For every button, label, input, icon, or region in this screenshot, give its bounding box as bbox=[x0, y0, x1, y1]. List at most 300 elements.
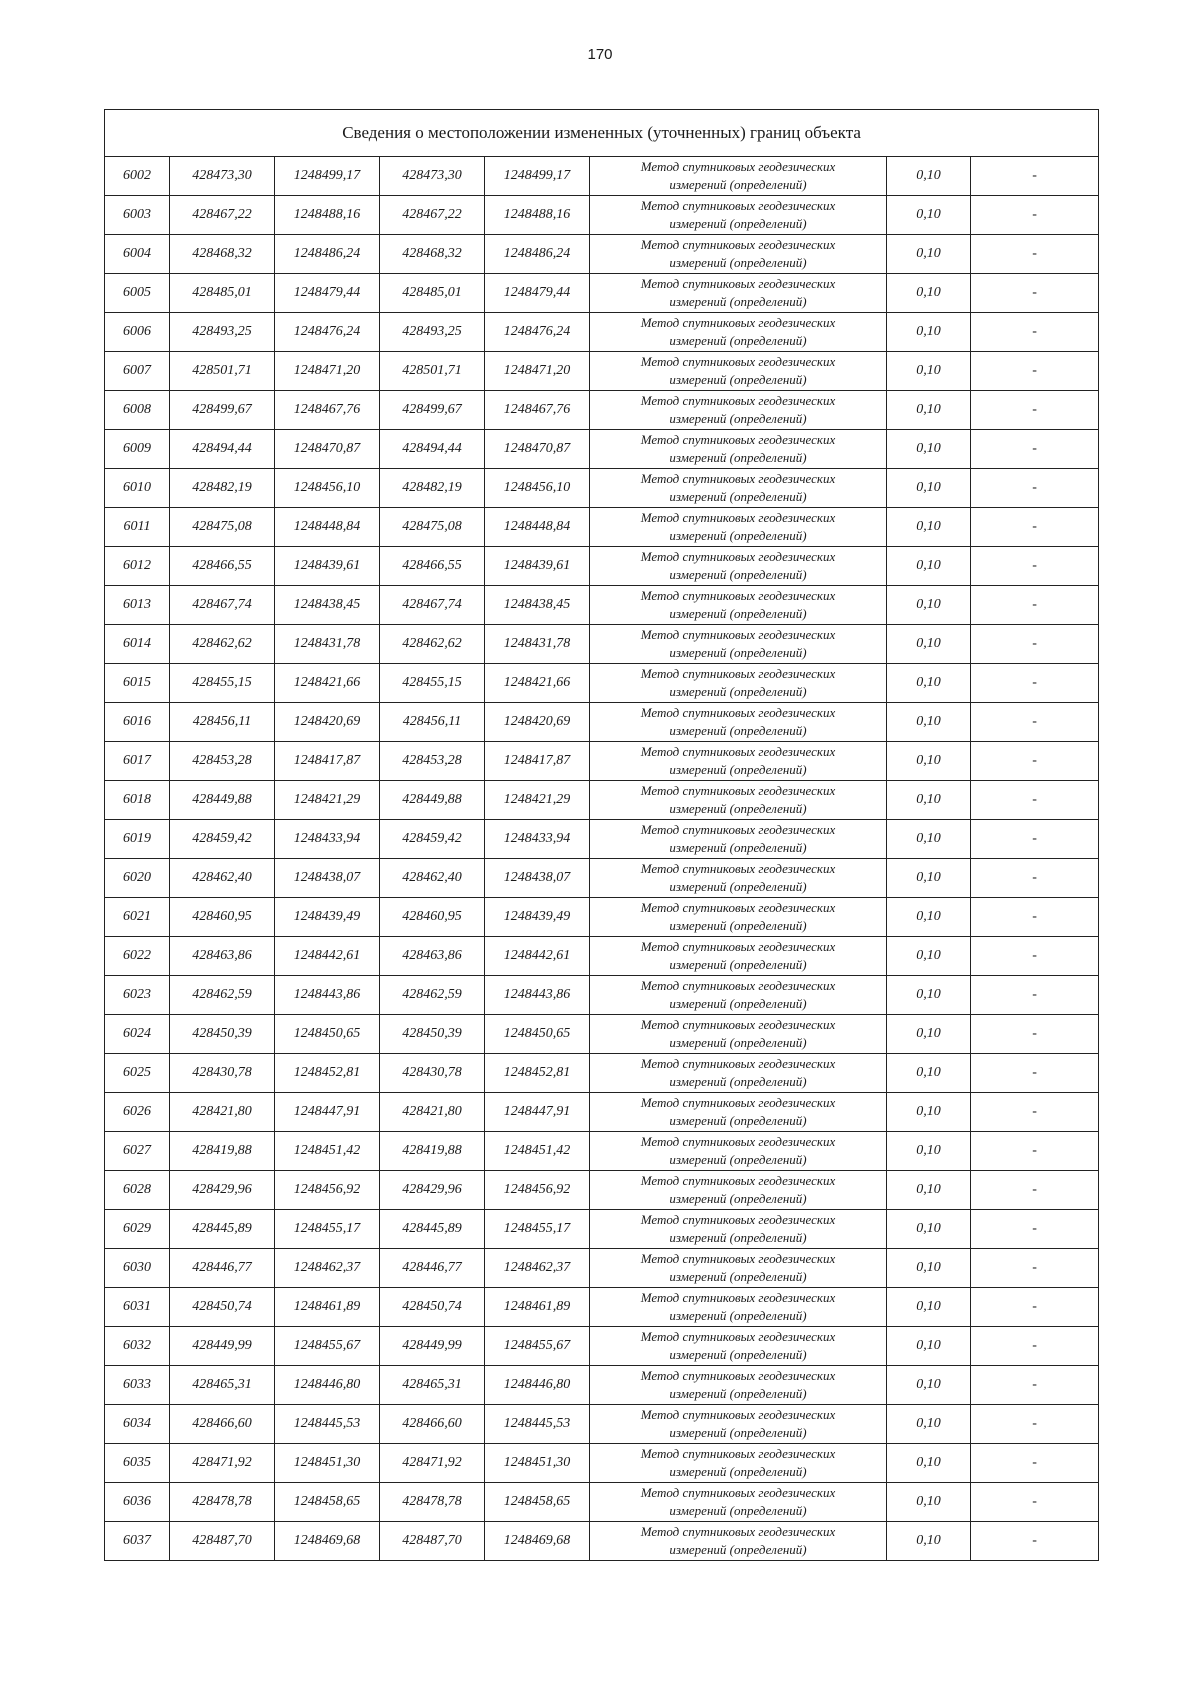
method-line-2: измерений (определений) bbox=[669, 801, 807, 816]
method-line-2: измерений (определений) bbox=[669, 1269, 807, 1284]
point-number-cell: 6036 bbox=[105, 1483, 170, 1522]
new-y-cell: 1248420,69 bbox=[485, 703, 590, 742]
method-line-2: измерений (определений) bbox=[669, 294, 807, 309]
new-y-cell: 1248421,66 bbox=[485, 664, 590, 703]
new-x-cell: 428450,74 bbox=[380, 1288, 485, 1327]
table-row bbox=[105, 469, 1099, 508]
new-y-cell: 1248451,30 bbox=[485, 1444, 590, 1483]
table-row bbox=[105, 235, 1099, 274]
method-line-2: измерений (определений) bbox=[669, 840, 807, 855]
new-y-cell: 1248443,86 bbox=[485, 976, 590, 1015]
new-y-cell: 1248448,84 bbox=[485, 508, 590, 547]
point-number-cell: 6018 bbox=[105, 781, 170, 820]
existing-x-cell: 428462,40 bbox=[170, 859, 275, 898]
note-cell: - bbox=[971, 1405, 1099, 1444]
method-line-2: измерений (определений) bbox=[669, 918, 807, 933]
method-line-2: измерений (определений) bbox=[669, 723, 807, 738]
method-cell bbox=[590, 1288, 887, 1327]
new-x-cell: 428499,67 bbox=[380, 391, 485, 430]
method-line-1: Метод спутниковых геодезических bbox=[640, 822, 836, 837]
new-y-cell: 1248451,42 bbox=[485, 1132, 590, 1171]
table-row bbox=[105, 1171, 1099, 1210]
note-cell: - bbox=[971, 469, 1099, 508]
method-line-1: Метод спутниковых геодезических bbox=[640, 1173, 836, 1188]
existing-x-cell: 428471,92 bbox=[170, 1444, 275, 1483]
existing-y-cell: 1248439,49 bbox=[275, 898, 380, 937]
table-row bbox=[105, 1444, 1099, 1483]
new-y-cell: 1248447,91 bbox=[485, 1093, 590, 1132]
method-cell bbox=[590, 1054, 887, 1093]
table-row bbox=[105, 157, 1099, 196]
table-row bbox=[105, 313, 1099, 352]
existing-y-cell: 1248467,76 bbox=[275, 391, 380, 430]
accuracy-cell: 0,10 bbox=[887, 274, 971, 313]
method-line-1: Метод спутниковых геодезических bbox=[640, 978, 836, 993]
method-line-1: Метод спутниковых геодезических bbox=[640, 705, 836, 720]
existing-y-cell: 1248470,87 bbox=[275, 430, 380, 469]
point-number-cell: 6016 bbox=[105, 703, 170, 742]
table-row bbox=[105, 1093, 1099, 1132]
table-row bbox=[105, 586, 1099, 625]
table-row bbox=[105, 430, 1099, 469]
accuracy-cell: 0,10 bbox=[887, 1171, 971, 1210]
method-line-1: Метод спутниковых геодезических bbox=[640, 1134, 836, 1149]
new-x-cell: 428446,77 bbox=[380, 1249, 485, 1288]
new-y-cell: 1248417,87 bbox=[485, 742, 590, 781]
point-number-cell: 6026 bbox=[105, 1093, 170, 1132]
new-y-cell: 1248461,89 bbox=[485, 1288, 590, 1327]
table-title: Сведения о местоположении измененных (уточненных) границ объекта bbox=[105, 110, 1099, 157]
new-x-cell: 428501,71 bbox=[380, 352, 485, 391]
table-row bbox=[105, 1405, 1099, 1444]
note-cell: - bbox=[971, 1054, 1099, 1093]
new-y-cell: 1248455,17 bbox=[485, 1210, 590, 1249]
new-x-cell: 428462,62 bbox=[380, 625, 485, 664]
table-row bbox=[105, 547, 1099, 586]
method-cell bbox=[590, 1483, 887, 1522]
method-cell bbox=[590, 313, 887, 352]
note-cell: - bbox=[971, 352, 1099, 391]
method-line-1: Метод спутниковых геодезических bbox=[640, 276, 836, 291]
existing-x-cell: 428446,77 bbox=[170, 1249, 275, 1288]
point-number-cell: 6028 bbox=[105, 1171, 170, 1210]
point-number-cell: 6024 bbox=[105, 1015, 170, 1054]
new-x-cell: 428449,88 bbox=[380, 781, 485, 820]
method-cell bbox=[590, 469, 887, 508]
point-number-cell: 6014 bbox=[105, 625, 170, 664]
method-line-2: измерений (определений) bbox=[669, 1152, 807, 1167]
table-body bbox=[105, 110, 1099, 1561]
new-x-cell: 428421,80 bbox=[380, 1093, 485, 1132]
existing-y-cell: 1248461,89 bbox=[275, 1288, 380, 1327]
new-y-cell: 1248438,07 bbox=[485, 859, 590, 898]
new-y-cell: 1248458,65 bbox=[485, 1483, 590, 1522]
method-line-1: Метод спутниковых геодезических bbox=[640, 627, 836, 642]
method-cell bbox=[590, 859, 887, 898]
accuracy-cell: 0,10 bbox=[887, 1093, 971, 1132]
note-cell: - bbox=[971, 508, 1099, 547]
existing-x-cell: 428462,62 bbox=[170, 625, 275, 664]
existing-x-cell: 428450,39 bbox=[170, 1015, 275, 1054]
new-x-cell: 428429,96 bbox=[380, 1171, 485, 1210]
table-row bbox=[105, 859, 1099, 898]
new-x-cell: 428478,78 bbox=[380, 1483, 485, 1522]
method-line-2: измерений (определений) bbox=[669, 1308, 807, 1323]
table-row bbox=[105, 625, 1099, 664]
existing-x-cell: 428487,70 bbox=[170, 1522, 275, 1561]
existing-y-cell: 1248442,61 bbox=[275, 937, 380, 976]
note-cell: - bbox=[971, 313, 1099, 352]
existing-y-cell: 1248455,17 bbox=[275, 1210, 380, 1249]
accuracy-cell: 0,10 bbox=[887, 625, 971, 664]
table-row bbox=[105, 1210, 1099, 1249]
method-line-2: измерений (определений) bbox=[669, 177, 807, 192]
method-line-2: измерений (определений) bbox=[669, 1464, 807, 1479]
method-line-1: Метод спутниковых геодезических bbox=[640, 237, 836, 252]
method-line-2: измерений (определений) bbox=[669, 684, 807, 699]
method-line-2: измерений (определений) bbox=[669, 1503, 807, 1518]
new-y-cell: 1248469,68 bbox=[485, 1522, 590, 1561]
method-line-1: Метод спутниковых геодезических bbox=[640, 1407, 836, 1422]
method-line-2: измерений (определений) bbox=[669, 333, 807, 348]
existing-y-cell: 1248450,65 bbox=[275, 1015, 380, 1054]
point-number-cell: 6032 bbox=[105, 1327, 170, 1366]
method-line-2: измерений (определений) bbox=[669, 255, 807, 270]
method-line-1: Метод спутниковых геодезических bbox=[640, 315, 836, 330]
accuracy-cell: 0,10 bbox=[887, 157, 971, 196]
new-y-cell: 1248471,20 bbox=[485, 352, 590, 391]
new-x-cell: 428471,92 bbox=[380, 1444, 485, 1483]
new-y-cell: 1248439,49 bbox=[485, 898, 590, 937]
existing-y-cell: 1248471,20 bbox=[275, 352, 380, 391]
existing-x-cell: 428462,59 bbox=[170, 976, 275, 1015]
method-cell bbox=[590, 1444, 887, 1483]
table-row bbox=[105, 898, 1099, 937]
new-y-cell: 1248499,17 bbox=[485, 157, 590, 196]
method-line-1: Метод спутниковых геодезических bbox=[640, 1095, 836, 1110]
method-cell bbox=[590, 1405, 887, 1444]
note-cell: - bbox=[971, 1444, 1099, 1483]
existing-y-cell: 1248451,42 bbox=[275, 1132, 380, 1171]
table-title-row bbox=[105, 110, 1099, 157]
note-cell: - bbox=[971, 1288, 1099, 1327]
method-cell bbox=[590, 781, 887, 820]
point-number-cell: 6017 bbox=[105, 742, 170, 781]
existing-x-cell: 428493,25 bbox=[170, 313, 275, 352]
accuracy-cell: 0,10 bbox=[887, 1444, 971, 1483]
existing-x-cell: 428429,96 bbox=[170, 1171, 275, 1210]
method-cell bbox=[590, 1093, 887, 1132]
existing-x-cell: 428450,74 bbox=[170, 1288, 275, 1327]
existing-y-cell: 1248452,81 bbox=[275, 1054, 380, 1093]
existing-y-cell: 1248488,16 bbox=[275, 196, 380, 235]
table-row bbox=[105, 508, 1099, 547]
method-cell bbox=[590, 1249, 887, 1288]
note-cell: - bbox=[971, 1093, 1099, 1132]
existing-y-cell: 1248458,65 bbox=[275, 1483, 380, 1522]
note-cell: - bbox=[971, 235, 1099, 274]
method-line-1: Метод спутниковых геодезических bbox=[640, 471, 836, 486]
new-y-cell: 1248455,67 bbox=[485, 1327, 590, 1366]
existing-x-cell: 428499,67 bbox=[170, 391, 275, 430]
existing-y-cell: 1248447,91 bbox=[275, 1093, 380, 1132]
note-cell: - bbox=[971, 1483, 1099, 1522]
method-line-2: измерений (определений) bbox=[669, 879, 807, 894]
existing-y-cell: 1248443,86 bbox=[275, 976, 380, 1015]
note-cell: - bbox=[971, 742, 1099, 781]
table-row bbox=[105, 742, 1099, 781]
method-line-1: Метод спутниковых геодезических bbox=[640, 1524, 836, 1539]
new-x-cell: 428467,22 bbox=[380, 196, 485, 235]
accuracy-cell: 0,10 bbox=[887, 937, 971, 976]
existing-x-cell: 428468,32 bbox=[170, 235, 275, 274]
point-number-cell: 6022 bbox=[105, 937, 170, 976]
accuracy-cell: 0,10 bbox=[887, 1366, 971, 1405]
point-number-cell: 6004 bbox=[105, 235, 170, 274]
method-cell bbox=[590, 703, 887, 742]
new-x-cell: 428466,55 bbox=[380, 547, 485, 586]
accuracy-cell: 0,10 bbox=[887, 313, 971, 352]
table-row bbox=[105, 274, 1099, 313]
accuracy-cell: 0,10 bbox=[887, 235, 971, 274]
note-cell: - bbox=[971, 898, 1099, 937]
existing-x-cell: 428482,19 bbox=[170, 469, 275, 508]
accuracy-cell: 0,10 bbox=[887, 1210, 971, 1249]
method-line-1: Метод спутниковых геодезических bbox=[640, 549, 836, 564]
new-x-cell: 428419,88 bbox=[380, 1132, 485, 1171]
new-y-cell: 1248486,24 bbox=[485, 235, 590, 274]
method-cell bbox=[590, 547, 887, 586]
existing-y-cell: 1248421,29 bbox=[275, 781, 380, 820]
accuracy-cell: 0,10 bbox=[887, 1015, 971, 1054]
existing-x-cell: 428460,95 bbox=[170, 898, 275, 937]
note-cell: - bbox=[971, 1210, 1099, 1249]
method-line-2: измерений (определений) bbox=[669, 996, 807, 1011]
new-x-cell: 428455,15 bbox=[380, 664, 485, 703]
table-row bbox=[105, 1015, 1099, 1054]
method-cell bbox=[590, 1171, 887, 1210]
point-number-cell: 6006 bbox=[105, 313, 170, 352]
new-x-cell: 428485,01 bbox=[380, 274, 485, 313]
note-cell: - bbox=[971, 391, 1099, 430]
existing-y-cell: 1248469,68 bbox=[275, 1522, 380, 1561]
existing-x-cell: 428501,71 bbox=[170, 352, 275, 391]
existing-x-cell: 428449,88 bbox=[170, 781, 275, 820]
existing-x-cell: 428463,86 bbox=[170, 937, 275, 976]
new-y-cell: 1248452,81 bbox=[485, 1054, 590, 1093]
method-line-2: измерений (определений) bbox=[669, 567, 807, 582]
new-x-cell: 428462,59 bbox=[380, 976, 485, 1015]
existing-x-cell: 428467,74 bbox=[170, 586, 275, 625]
point-number-cell: 6011 bbox=[105, 508, 170, 547]
new-x-cell: 428456,11 bbox=[380, 703, 485, 742]
method-cell bbox=[590, 625, 887, 664]
method-cell bbox=[590, 1132, 887, 1171]
note-cell: - bbox=[971, 1132, 1099, 1171]
new-x-cell: 428430,78 bbox=[380, 1054, 485, 1093]
accuracy-cell: 0,10 bbox=[887, 976, 971, 1015]
method-line-2: измерений (определений) bbox=[669, 957, 807, 972]
point-number-cell: 6012 bbox=[105, 547, 170, 586]
method-line-2: измерений (определений) bbox=[669, 372, 807, 387]
note-cell: - bbox=[971, 781, 1099, 820]
method-cell bbox=[590, 976, 887, 1015]
existing-x-cell: 428449,99 bbox=[170, 1327, 275, 1366]
method-line-1: Метод спутниковых геодезических bbox=[640, 1329, 836, 1344]
existing-x-cell: 428494,44 bbox=[170, 430, 275, 469]
point-number-cell: 6015 bbox=[105, 664, 170, 703]
point-number-cell: 6033 bbox=[105, 1366, 170, 1405]
new-y-cell: 1248476,24 bbox=[485, 313, 590, 352]
method-line-1: Метод спутниковых геодезических bbox=[640, 900, 836, 915]
existing-x-cell: 428467,22 bbox=[170, 196, 275, 235]
existing-x-cell: 428466,60 bbox=[170, 1405, 275, 1444]
existing-y-cell: 1248438,45 bbox=[275, 586, 380, 625]
new-x-cell: 428453,28 bbox=[380, 742, 485, 781]
method-line-1: Метод спутниковых геодезических bbox=[640, 432, 836, 447]
boundary-coordinates-table bbox=[104, 109, 1099, 1561]
method-line-2: измерений (определений) bbox=[669, 1035, 807, 1050]
accuracy-cell: 0,10 bbox=[887, 1054, 971, 1093]
point-number-cell: 6037 bbox=[105, 1522, 170, 1561]
new-y-cell: 1248439,61 bbox=[485, 547, 590, 586]
note-cell: - bbox=[971, 1366, 1099, 1405]
table-row bbox=[105, 1288, 1099, 1327]
accuracy-cell: 0,10 bbox=[887, 352, 971, 391]
point-number-cell: 6025 bbox=[105, 1054, 170, 1093]
method-line-1: Метод спутниковых геодезических bbox=[640, 159, 836, 174]
table-row bbox=[105, 976, 1099, 1015]
method-line-1: Метод спутниковых геодезических bbox=[640, 198, 836, 213]
new-y-cell: 1248470,87 bbox=[485, 430, 590, 469]
note-cell: - bbox=[971, 703, 1099, 742]
new-x-cell: 428459,42 bbox=[380, 820, 485, 859]
new-x-cell: 428475,08 bbox=[380, 508, 485, 547]
accuracy-cell: 0,10 bbox=[887, 781, 971, 820]
existing-y-cell: 1248420,69 bbox=[275, 703, 380, 742]
method-cell bbox=[590, 391, 887, 430]
existing-y-cell: 1248421,66 bbox=[275, 664, 380, 703]
new-x-cell: 428473,30 bbox=[380, 157, 485, 196]
method-line-1: Метод спутниковых геодезических bbox=[640, 744, 836, 759]
accuracy-cell: 0,10 bbox=[887, 391, 971, 430]
point-number-cell: 6035 bbox=[105, 1444, 170, 1483]
method-line-1: Метод спутниковых геодезических bbox=[640, 1290, 836, 1305]
new-x-cell: 428466,60 bbox=[380, 1405, 485, 1444]
method-line-2: измерений (определений) bbox=[669, 1074, 807, 1089]
existing-y-cell: 1248479,44 bbox=[275, 274, 380, 313]
accuracy-cell: 0,10 bbox=[887, 1483, 971, 1522]
method-line-1: Метод спутниковых геодезических bbox=[640, 1017, 836, 1032]
existing-y-cell: 1248476,24 bbox=[275, 313, 380, 352]
existing-y-cell: 1248439,61 bbox=[275, 547, 380, 586]
existing-x-cell: 428453,28 bbox=[170, 742, 275, 781]
method-cell bbox=[590, 352, 887, 391]
accuracy-cell: 0,10 bbox=[887, 703, 971, 742]
new-x-cell: 428465,31 bbox=[380, 1366, 485, 1405]
method-cell bbox=[590, 1522, 887, 1561]
table-row bbox=[105, 196, 1099, 235]
method-line-1: Метод спутниковых геодезических bbox=[640, 510, 836, 525]
method-cell bbox=[590, 196, 887, 235]
existing-y-cell: 1248456,10 bbox=[275, 469, 380, 508]
table-row bbox=[105, 703, 1099, 742]
existing-y-cell: 1248431,78 bbox=[275, 625, 380, 664]
accuracy-cell: 0,10 bbox=[887, 742, 971, 781]
new-y-cell: 1248488,16 bbox=[485, 196, 590, 235]
accuracy-cell: 0,10 bbox=[887, 196, 971, 235]
method-line-2: измерений (определений) bbox=[669, 1542, 807, 1557]
accuracy-cell: 0,10 bbox=[887, 1132, 971, 1171]
method-line-2: измерений (определений) bbox=[669, 411, 807, 426]
note-cell: - bbox=[971, 586, 1099, 625]
new-x-cell: 428463,86 bbox=[380, 937, 485, 976]
note-cell: - bbox=[971, 1249, 1099, 1288]
existing-y-cell: 1248462,37 bbox=[275, 1249, 380, 1288]
existing-y-cell: 1248499,17 bbox=[275, 157, 380, 196]
new-y-cell: 1248467,76 bbox=[485, 391, 590, 430]
new-x-cell: 428493,25 bbox=[380, 313, 485, 352]
method-line-2: измерений (определений) bbox=[669, 489, 807, 504]
existing-y-cell: 1248456,92 bbox=[275, 1171, 380, 1210]
method-line-1: Метод спутниковых геодезических bbox=[640, 1251, 836, 1266]
accuracy-cell: 0,10 bbox=[887, 547, 971, 586]
existing-y-cell: 1248446,80 bbox=[275, 1366, 380, 1405]
point-number-cell: 6021 bbox=[105, 898, 170, 937]
method-cell bbox=[590, 898, 887, 937]
note-cell: - bbox=[971, 664, 1099, 703]
point-number-cell: 6005 bbox=[105, 274, 170, 313]
method-cell bbox=[590, 1366, 887, 1405]
note-cell: - bbox=[971, 625, 1099, 664]
method-cell bbox=[590, 1015, 887, 1054]
new-y-cell: 1248456,10 bbox=[485, 469, 590, 508]
existing-x-cell: 428456,11 bbox=[170, 703, 275, 742]
accuracy-cell: 0,10 bbox=[887, 859, 971, 898]
note-cell: - bbox=[971, 1327, 1099, 1366]
accuracy-cell: 0,10 bbox=[887, 430, 971, 469]
existing-y-cell: 1248451,30 bbox=[275, 1444, 380, 1483]
method-line-2: измерений (определений) bbox=[669, 1347, 807, 1362]
table-row bbox=[105, 1522, 1099, 1561]
note-cell: - bbox=[971, 937, 1099, 976]
point-number-cell: 6034 bbox=[105, 1405, 170, 1444]
table-row bbox=[105, 937, 1099, 976]
point-number-cell: 6002 bbox=[105, 157, 170, 196]
method-line-1: Метод спутниковых геодезических bbox=[640, 588, 836, 603]
method-line-2: измерений (определений) bbox=[669, 216, 807, 231]
note-cell: - bbox=[971, 820, 1099, 859]
point-number-cell: 6019 bbox=[105, 820, 170, 859]
existing-y-cell: 1248445,53 bbox=[275, 1405, 380, 1444]
new-x-cell: 428468,32 bbox=[380, 235, 485, 274]
new-y-cell: 1248479,44 bbox=[485, 274, 590, 313]
new-y-cell: 1248456,92 bbox=[485, 1171, 590, 1210]
existing-y-cell: 1248455,67 bbox=[275, 1327, 380, 1366]
method-cell bbox=[590, 1327, 887, 1366]
accuracy-cell: 0,10 bbox=[887, 1522, 971, 1561]
new-x-cell: 428445,89 bbox=[380, 1210, 485, 1249]
point-number-cell: 6009 bbox=[105, 430, 170, 469]
existing-x-cell: 428485,01 bbox=[170, 274, 275, 313]
method-cell bbox=[590, 820, 887, 859]
point-number-cell: 6007 bbox=[105, 352, 170, 391]
table-row bbox=[105, 1249, 1099, 1288]
page-number: 170 bbox=[587, 46, 613, 63]
existing-x-cell: 428421,80 bbox=[170, 1093, 275, 1132]
point-number-cell: 6013 bbox=[105, 586, 170, 625]
accuracy-cell: 0,10 bbox=[887, 898, 971, 937]
